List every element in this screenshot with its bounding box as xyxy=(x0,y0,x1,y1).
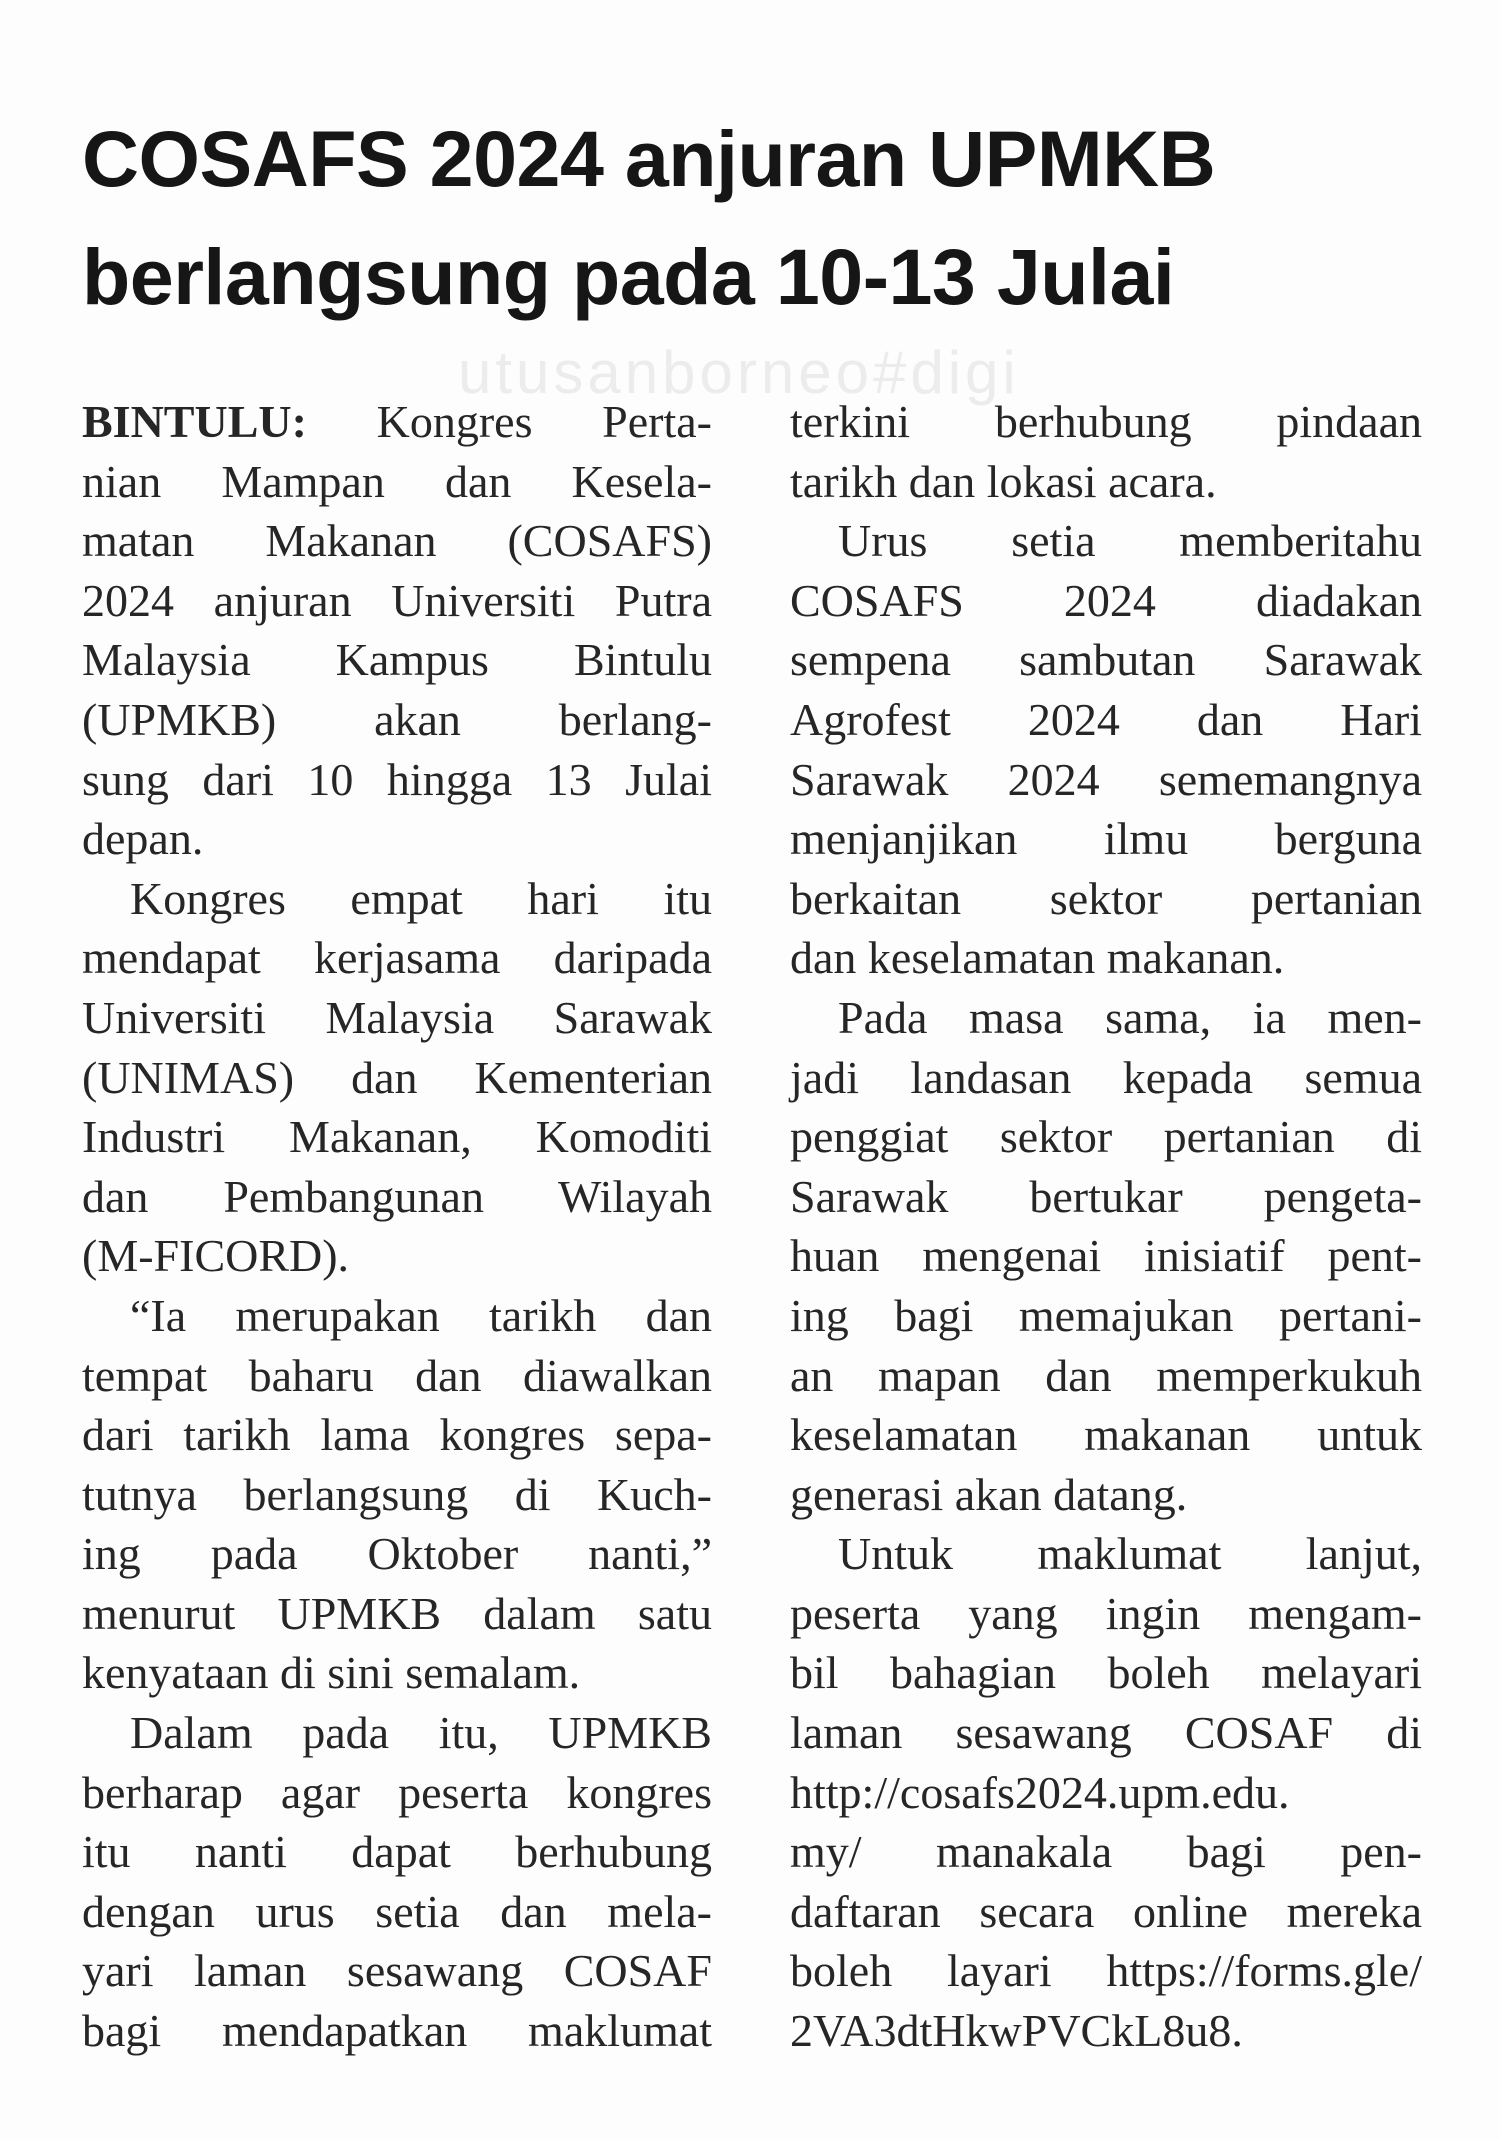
text-line: huan mengenai inisiatif pent- xyxy=(790,1230,1422,1282)
text-line: berharap agar peserta kongres xyxy=(82,1766,712,1818)
text-line: dan Pembangunan Wilayah xyxy=(82,1170,712,1222)
text-line: mendapat kerjasama daripada xyxy=(82,932,712,984)
text-line: Untuk maklumat lanjut, xyxy=(838,1528,1422,1580)
text-line: Kongres empat hari itu xyxy=(130,872,712,924)
text-line: menjanjikan ilmu berguna xyxy=(790,813,1422,865)
headline-line-2: berlangsung pada 10-13 Julai xyxy=(82,232,1175,321)
text-line: Malaysia Kampus Bintulu xyxy=(82,634,712,686)
headline xyxy=(82,100,1422,336)
text-line: laman sesawang COSAF di xyxy=(790,1707,1422,1759)
text-line: daftaran secara online mereka xyxy=(790,1885,1422,1937)
text-line: bil bahagian boleh melayari xyxy=(790,1647,1422,1699)
text-line: Urus setia memberitahu xyxy=(838,515,1422,567)
text-line: matan Makanan (COSAFS) xyxy=(82,515,712,567)
text-line xyxy=(82,392,712,452)
text-line: (UNIMAS) dan Kementerian xyxy=(82,1051,712,1103)
text-line: (UPMKB) akan berlang- xyxy=(82,693,712,745)
text-line: depan. xyxy=(82,813,204,865)
text-line: tempat baharu dan diawalkan xyxy=(82,1349,712,1401)
text-line: “Ia merupakan tarikh dan xyxy=(130,1289,712,1341)
text-line: my/ manakala bagi pen- xyxy=(790,1826,1422,1878)
text-line: terkini berhubung pindaan xyxy=(790,396,1422,447)
text-line: itu nanti dapat berhubung xyxy=(82,1826,712,1878)
headline-line-1: COSAFS 2024 anjuran UPMKB xyxy=(82,114,1216,203)
text-line: dan keselamatan makanan. xyxy=(790,932,1285,984)
text-line: bagi mendapatkan maklumat xyxy=(82,2005,712,2057)
text-line: dengan urus setia dan mela- xyxy=(82,1885,712,1937)
text-line: Agrofest 2024 dan Hari xyxy=(790,693,1422,745)
text-line: yari laman sesawang COSAF xyxy=(82,1945,712,1997)
paragraph-4-continued xyxy=(790,392,1422,511)
dateline: BINTULU: xyxy=(82,396,307,447)
text-line: 2024 anjuran Universiti Putra xyxy=(82,574,712,626)
text-line: peserta yang ingin mengam- xyxy=(790,1587,1422,1639)
paragraph-4 xyxy=(82,1703,712,2061)
paragraph-2 xyxy=(82,869,712,1286)
text-line: Sarawak 2024 sememangnya xyxy=(790,753,1422,805)
text-line: (M-FICORD). xyxy=(82,1230,350,1282)
text-line: an mapan dan memperkukuh xyxy=(790,1349,1422,1401)
text-fragment: Kongres Perta- xyxy=(306,396,712,447)
paragraph-6 xyxy=(790,988,1422,1524)
text-line: ing pada Oktober nanti,” xyxy=(82,1528,712,1580)
text-line: sempena sambutan Sarawak xyxy=(790,634,1422,686)
text-line: Dalam pada itu, UPMKB xyxy=(130,1707,712,1759)
text-line: dari tarikh lama kongres sepa- xyxy=(82,1409,712,1461)
watermark: utusanborneo#digi xyxy=(458,339,1020,406)
text-line: tarikh dan lokasi acara. xyxy=(790,455,1217,507)
text-line: COSAFS 2024 diadakan xyxy=(790,574,1422,626)
text-line: berkaitan sektor pertanian xyxy=(790,872,1422,924)
text-line: Pada masa sama, ia men- xyxy=(838,991,1422,1043)
text-line: keselamatan makanan untuk xyxy=(790,1409,1422,1461)
text-line: Universiti Malaysia Sarawak xyxy=(82,991,712,1043)
paragraph-5 xyxy=(790,511,1422,988)
text-line: nian Mampan dan Kesela- xyxy=(82,455,712,507)
paragraph-3 xyxy=(82,1286,712,1703)
text-line: penggiat sektor pertanian di xyxy=(790,1111,1422,1163)
text-line: menurut UPMKB dalam satu xyxy=(82,1587,712,1639)
text-line: Industri Makanan, Komoditi xyxy=(82,1111,712,1163)
text-line: boleh layari https://forms.gle/ xyxy=(790,1945,1422,1997)
text-line: Sarawak bertukar pengeta- xyxy=(790,1170,1422,1222)
text-line: generasi akan datang. xyxy=(790,1468,1188,1520)
article-column-left xyxy=(82,392,712,2061)
text-line: jadi landasan kepada semua xyxy=(790,1051,1422,1103)
paragraph-7 xyxy=(790,1524,1422,2060)
text-line: http://cosafs2024.upm.edu. xyxy=(790,1766,1290,1818)
text-line: kenyataan di sini semalam. xyxy=(82,1647,581,1699)
text-line: tutnya berlangsung di Kuch- xyxy=(82,1468,712,1520)
article-column-right xyxy=(790,392,1422,2061)
text-line: 2VA3dtHkwPVCkL8u8. xyxy=(790,2005,1243,2057)
text-line: ing bagi memajukan pertani- xyxy=(790,1289,1422,1341)
paragraph-1 xyxy=(82,392,712,869)
text-line: sung dari 10 hingga 13 Julai xyxy=(82,753,712,805)
